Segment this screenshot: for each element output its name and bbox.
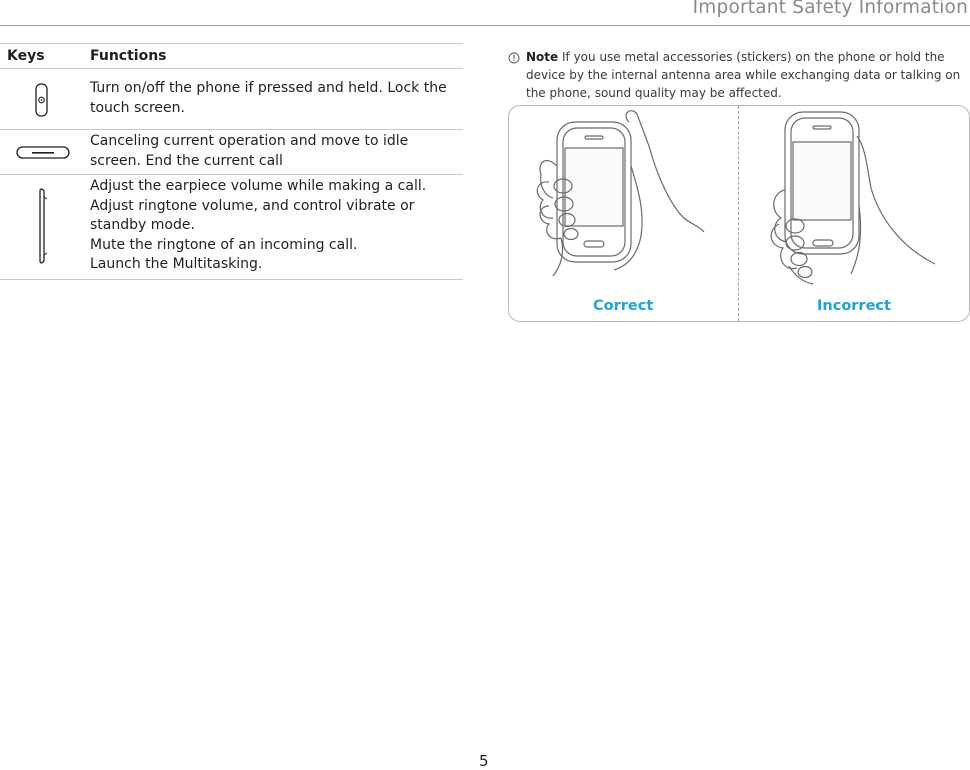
table-header bbox=[0, 43, 463, 69]
incorrect-hold-illustration bbox=[739, 106, 968, 296]
key-cell bbox=[0, 69, 86, 129]
note-body: If you use metal accessories (stickers) on the phone or hold the device by the internal antenna area while exchanging data or talking on the phone, sound quality may be affected. bbox=[526, 50, 961, 100]
table-row bbox=[0, 175, 463, 280]
antenna-holding-figure bbox=[508, 105, 970, 322]
function-cell bbox=[90, 79, 452, 118]
volume-key-icon bbox=[0, 175, 86, 279]
function-line: Turn on/off the phone if pressed and held. Lock the touch screen. bbox=[90, 80, 447, 116]
note-label: Note bbox=[526, 50, 559, 64]
function-line: Launch the Multitasking. bbox=[90, 256, 263, 272]
figure-divider bbox=[738, 106, 739, 321]
keys-table bbox=[0, 43, 463, 280]
page-number: 5 bbox=[479, 752, 489, 770]
functions-column-header: Functions bbox=[90, 48, 167, 64]
correct-hold-illustration bbox=[509, 106, 738, 296]
keys-column-header: Keys bbox=[7, 48, 45, 64]
table-row bbox=[0, 130, 463, 175]
power-lock-key-icon bbox=[0, 69, 86, 129]
function-cell bbox=[90, 132, 452, 171]
function-line: Mute the ringtone of an incoming call. bbox=[90, 236, 358, 253]
function-line: Adjust the earpiece volume while making a call. Adjust ringtone volume, and control vibrate or standby mode. bbox=[90, 178, 427, 233]
function-cell bbox=[90, 177, 452, 275]
note-text bbox=[526, 48, 970, 102]
header-rule bbox=[0, 25, 970, 26]
end-key-icon bbox=[0, 130, 86, 174]
function-line: Canceling current operation and move to idle screen. End the current call bbox=[90, 133, 409, 169]
incorrect-caption: Incorrect bbox=[817, 298, 891, 314]
running-header-title: Important Safety Information bbox=[692, 0, 968, 18]
table-row bbox=[0, 69, 463, 130]
key-cell bbox=[0, 130, 86, 174]
note-icon bbox=[508, 52, 520, 64]
key-cell bbox=[0, 175, 86, 279]
correct-caption: Correct bbox=[593, 298, 654, 314]
